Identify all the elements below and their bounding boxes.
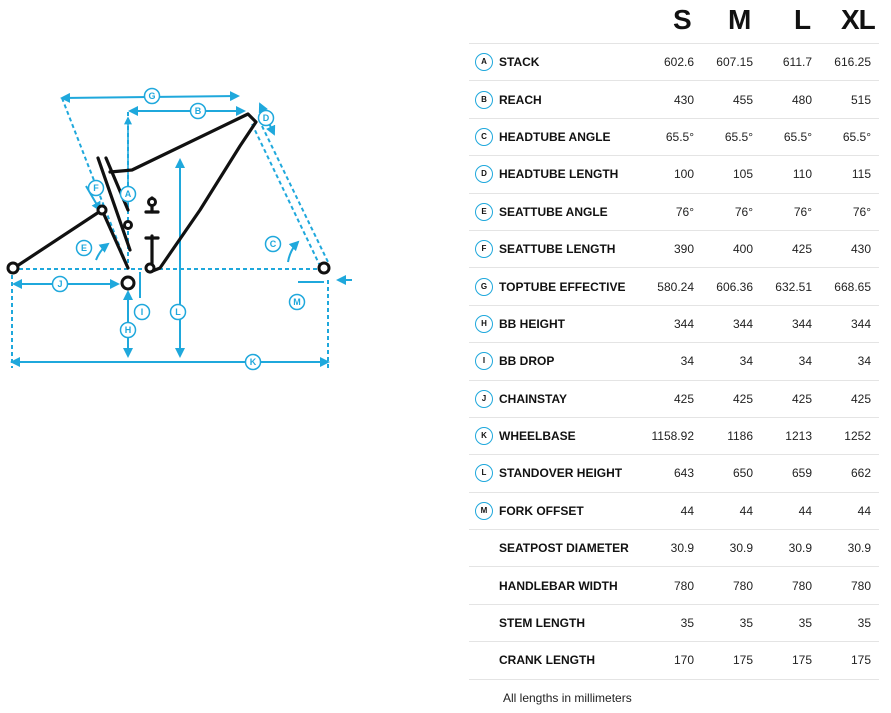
row-label: STACK (499, 44, 635, 81)
row-value-xl: 44 (812, 492, 879, 529)
row-value-l: 780 (753, 567, 812, 604)
row-value-m: 344 (694, 305, 753, 342)
diagram-letter-h: H (124, 325, 132, 335)
table-row (469, 193, 879, 230)
row-value-l: 76° (753, 193, 812, 230)
row-value-m: 425 (694, 380, 753, 417)
row-label: BB DROP (499, 343, 635, 380)
table-row (469, 380, 879, 417)
row-value-s: 344 (635, 305, 694, 342)
row-value-l: 632.51 (753, 268, 812, 305)
row-badge: C (475, 128, 493, 146)
row-label: FORK OFFSET (499, 492, 635, 529)
row-value-s: 30.9 (635, 530, 694, 567)
row-value-s: 425 (635, 380, 694, 417)
row-label: TOPTUBE EFFECTIVE (499, 268, 635, 305)
table-row (469, 81, 879, 118)
row-value-xl: 35 (812, 604, 879, 641)
size-header-m: M (728, 4, 751, 35)
row-value-s: 170 (635, 642, 694, 679)
row-label: SEATPOST DIAMETER (499, 530, 635, 567)
table-row (469, 118, 879, 155)
size-header (469, 0, 879, 44)
row-value-xl: 430 (812, 230, 879, 267)
row-badge: B (475, 91, 493, 109)
diagram-letter-e: E (80, 243, 88, 253)
diagram-letter-k: K (249, 357, 257, 367)
row-value-s: 390 (635, 230, 694, 267)
row-value-m: 76° (694, 193, 753, 230)
geometry-table-body (469, 44, 879, 680)
table-row (469, 417, 879, 454)
row-badge-cell (469, 118, 499, 155)
row-value-m: 780 (694, 567, 753, 604)
row-value-xl: 344 (812, 305, 879, 342)
row-badge-cell (469, 642, 499, 679)
row-value-l: 611.7 (753, 44, 812, 81)
diagram-letter-f: F (93, 183, 99, 193)
row-value-m: 30.9 (694, 530, 753, 567)
row-value-l: 30.9 (753, 530, 812, 567)
row-label: REACH (499, 81, 635, 118)
row-value-l: 35 (753, 604, 812, 641)
diagram-letter-i: I (140, 307, 144, 317)
row-value-xl: 175 (812, 642, 879, 679)
row-value-xl: 34 (812, 343, 879, 380)
table-row (469, 604, 879, 641)
row-badge: L (475, 464, 493, 482)
row-value-m: 35 (694, 604, 753, 641)
row-badge: F (475, 240, 493, 258)
row-badge-cell (469, 417, 499, 454)
row-badge: D (475, 165, 493, 183)
row-value-s: 780 (635, 567, 694, 604)
table-row (469, 44, 879, 81)
row-badge-cell (469, 455, 499, 492)
row-badge-cell (469, 268, 499, 305)
table-row (469, 343, 879, 380)
row-value-xl: 1252 (812, 417, 879, 454)
row-label: WHEELBASE (499, 417, 635, 454)
row-value-xl: 65.5° (812, 118, 879, 155)
row-label: STEM LENGTH (499, 604, 635, 641)
row-badge: A (475, 53, 493, 71)
row-label: SEATTUBE ANGLE (499, 193, 635, 230)
row-value-s: 44 (635, 492, 694, 529)
row-value-s: 76° (635, 193, 694, 230)
geometry-table (469, 43, 879, 680)
row-badge-cell (469, 305, 499, 342)
row-label: SEATTUBE LENGTH (499, 230, 635, 267)
row-badge: I (475, 352, 493, 370)
row-value-l: 344 (753, 305, 812, 342)
row-label: HEADTUBE ANGLE (499, 118, 635, 155)
row-value-s: 65.5° (635, 118, 694, 155)
row-value-xl: 425 (812, 380, 879, 417)
table-row (469, 455, 879, 492)
size-header-xl: XL (841, 4, 875, 35)
diagram-letter-b: B (194, 106, 202, 116)
row-value-xl: 662 (812, 455, 879, 492)
diagram-letter-m: M (293, 297, 301, 307)
diagram-letter-badges (53, 89, 305, 370)
table-row (469, 305, 879, 342)
row-value-m: 175 (694, 642, 753, 679)
row-value-xl: 30.9 (812, 530, 879, 567)
row-value-m: 607.15 (694, 44, 753, 81)
row-value-m: 650 (694, 455, 753, 492)
row-value-l: 1213 (753, 417, 812, 454)
row-value-l: 175 (753, 642, 812, 679)
row-badge: M (475, 502, 493, 520)
row-value-s: 430 (635, 81, 694, 118)
row-badge-cell (469, 44, 499, 81)
row-value-l: 480 (753, 81, 812, 118)
diagram-letter-l: L (175, 307, 181, 317)
row-badge: H (475, 315, 493, 333)
row-label: HEADTUBE LENGTH (499, 156, 635, 193)
row-value-m: 44 (694, 492, 753, 529)
row-value-xl: 668.65 (812, 268, 879, 305)
diagram-letter-j: J (57, 279, 63, 289)
row-value-l: 44 (753, 492, 812, 529)
row-value-l: 65.5° (753, 118, 812, 155)
row-value-l: 110 (753, 156, 812, 193)
row-value-s: 35 (635, 604, 694, 641)
size-header-s: S (673, 4, 691, 35)
row-value-m: 65.5° (694, 118, 753, 155)
row-value-s: 1158.92 (635, 417, 694, 454)
row-badge: J (475, 390, 493, 408)
size-header-l: L (794, 4, 811, 35)
row-value-m: 34 (694, 343, 753, 380)
row-badge: G (475, 278, 493, 296)
row-value-xl: 76° (812, 193, 879, 230)
row-value-m: 1186 (694, 417, 753, 454)
diagram-letter-c: C (269, 239, 277, 249)
row-value-s: 643 (635, 455, 694, 492)
diagram-letter-g: G (148, 91, 156, 101)
measurement-lines (12, 96, 352, 368)
row-label: BB HEIGHT (499, 305, 635, 342)
diagram-letter-a: A (124, 189, 132, 199)
row-value-s: 602.6 (635, 44, 694, 81)
row-value-xl: 780 (812, 567, 879, 604)
row-value-s: 34 (635, 343, 694, 380)
footnote: All lengths in millimeters (503, 691, 632, 705)
row-badge-cell (469, 530, 499, 567)
row-badge-cell (469, 193, 499, 230)
table-row (469, 492, 879, 529)
row-value-l: 425 (753, 230, 812, 267)
table-row (469, 567, 879, 604)
row-label: CHAINSTAY (499, 380, 635, 417)
row-badge: E (475, 203, 493, 221)
table-row (469, 530, 879, 567)
row-value-s: 580.24 (635, 268, 694, 305)
row-badge-cell (469, 230, 499, 267)
row-badge-cell (469, 343, 499, 380)
row-value-s: 100 (635, 156, 694, 193)
row-value-m: 455 (694, 81, 753, 118)
row-value-l: 34 (753, 343, 812, 380)
row-badge-cell (469, 492, 499, 529)
row-badge-cell (469, 380, 499, 417)
table-row (469, 642, 879, 679)
row-value-m: 105 (694, 156, 753, 193)
table-row (469, 230, 879, 267)
row-badge-cell (469, 81, 499, 118)
row-value-l: 425 (753, 380, 812, 417)
row-label: HANDLEBAR WIDTH (499, 567, 635, 604)
row-value-l: 659 (753, 455, 812, 492)
row-badge-cell (469, 604, 499, 641)
table-row (469, 268, 879, 305)
row-value-m: 400 (694, 230, 753, 267)
row-label: STANDOVER HEIGHT (499, 455, 635, 492)
row-value-xl: 616.25 (812, 44, 879, 81)
row-badge-cell (469, 156, 499, 193)
row-badge: K (475, 427, 493, 445)
row-value-xl: 515 (812, 81, 879, 118)
diagram-letter-d: D (262, 113, 270, 123)
row-label: CRANK LENGTH (499, 642, 635, 679)
table-row (469, 156, 879, 193)
row-badge-cell (469, 567, 499, 604)
row-value-xl: 115 (812, 156, 879, 193)
row-value-m: 606.36 (694, 268, 753, 305)
